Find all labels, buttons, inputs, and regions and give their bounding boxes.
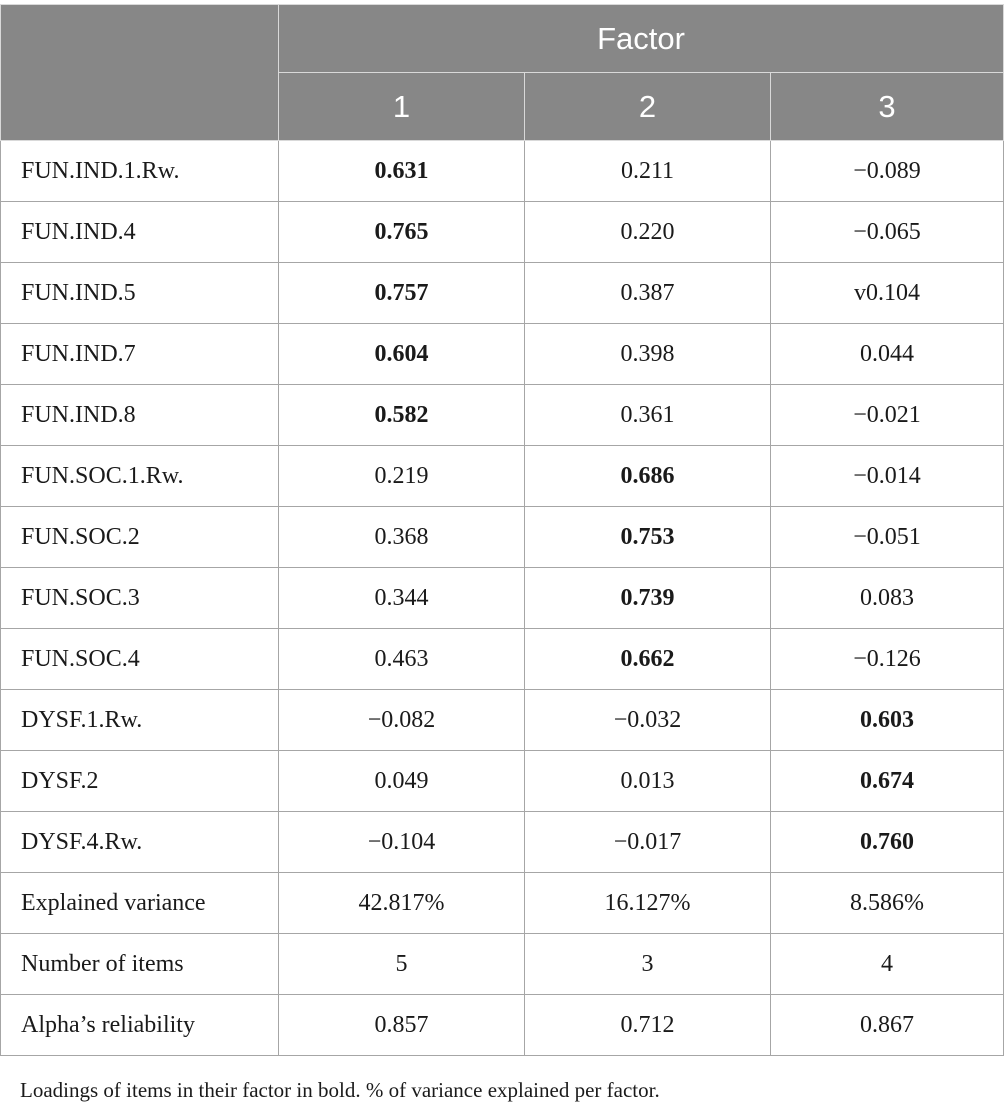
- loading-cell: 0.013: [525, 751, 771, 812]
- loading-cell: 0.674: [771, 751, 1004, 812]
- loading-cell: −0.014: [771, 446, 1004, 507]
- row-label: FUN.IND.5: [1, 263, 279, 324]
- table-footnote: Loadings of items in their factor in bold. % of variance explained per factor.: [20, 1078, 660, 1102]
- row-label: FUN.SOC.1.Rw.: [1, 446, 279, 507]
- loading-cell: 0.631: [279, 141, 525, 202]
- header-row-group: [1, 5, 1004, 73]
- loading-cell: 0.757: [279, 263, 525, 324]
- table-row: [1, 202, 1004, 263]
- loading-cell: −0.021: [771, 385, 1004, 446]
- row-label: DYSF.1.Rw.: [1, 690, 279, 751]
- loading-cell: 0.211: [525, 141, 771, 202]
- table-row: [1, 568, 1004, 629]
- loading-cell: 0.344: [279, 568, 525, 629]
- table-row: [1, 263, 1004, 324]
- table-row: [1, 995, 1004, 1056]
- loading-cell: v0.104: [771, 263, 1004, 324]
- loading-cell: 0.765: [279, 202, 525, 263]
- loading-cell: −0.126: [771, 629, 1004, 690]
- loading-cell: 16.127%: [525, 873, 771, 934]
- table-row: [1, 934, 1004, 995]
- factor-column-header: 2: [525, 73, 771, 141]
- loading-cell: 0.387: [525, 263, 771, 324]
- loading-cell: 0.867: [771, 995, 1004, 1056]
- row-label: FUN.SOC.4: [1, 629, 279, 690]
- table-row: [1, 141, 1004, 202]
- row-label: FUN.IND.7: [1, 324, 279, 385]
- loading-cell: 8.586%: [771, 873, 1004, 934]
- loading-cell: 0.739: [525, 568, 771, 629]
- table-row: [1, 690, 1004, 751]
- row-label: FUN.SOC.2: [1, 507, 279, 568]
- header-corner-cell: [1, 5, 279, 141]
- table-row: [1, 629, 1004, 690]
- loading-cell: 0.857: [279, 995, 525, 1056]
- loading-cell: 0.463: [279, 629, 525, 690]
- loading-cell: 0.049: [279, 751, 525, 812]
- row-label: FUN.SOC.3: [1, 568, 279, 629]
- loading-cell: 0.582: [279, 385, 525, 446]
- table-row: [1, 324, 1004, 385]
- factor-group-header: Factor: [279, 5, 1004, 73]
- loading-cell: 3: [525, 934, 771, 995]
- loading-cell: −0.017: [525, 812, 771, 873]
- loading-cell: 0.220: [525, 202, 771, 263]
- table-row: [1, 385, 1004, 446]
- loading-cell: 0.219: [279, 446, 525, 507]
- loading-cell: 0.686: [525, 446, 771, 507]
- row-label: Alpha’s reliability: [1, 995, 279, 1056]
- loading-cell: 0.044: [771, 324, 1004, 385]
- factor-column-header: 3: [771, 73, 1004, 141]
- loading-cell: 0.662: [525, 629, 771, 690]
- row-label: Explained variance: [1, 873, 279, 934]
- row-label: FUN.IND.8: [1, 385, 279, 446]
- loading-cell: 0.368: [279, 507, 525, 568]
- row-label: FUN.IND.4: [1, 202, 279, 263]
- loading-cell: 0.603: [771, 690, 1004, 751]
- table-row: [1, 446, 1004, 507]
- loading-cell: −0.032: [525, 690, 771, 751]
- table-row: [1, 812, 1004, 873]
- row-label: Number of items: [1, 934, 279, 995]
- table-row: [1, 751, 1004, 812]
- table-body: [1, 141, 1004, 1056]
- loading-cell: 0.753: [525, 507, 771, 568]
- loading-cell: −0.065: [771, 202, 1004, 263]
- factor-column-header: 1: [279, 73, 525, 141]
- row-label: DYSF.4.Rw.: [1, 812, 279, 873]
- loading-cell: 0.712: [525, 995, 771, 1056]
- row-label: FUN.IND.1.Rw.: [1, 141, 279, 202]
- loading-cell: 0.604: [279, 324, 525, 385]
- loading-cell: −0.104: [279, 812, 525, 873]
- loading-cell: 0.398: [525, 324, 771, 385]
- factor-loadings-table: [0, 4, 1004, 1056]
- loading-cell: −0.082: [279, 690, 525, 751]
- loading-cell: 5: [279, 934, 525, 995]
- loading-cell: 0.083: [771, 568, 1004, 629]
- loading-cell: −0.051: [771, 507, 1004, 568]
- loading-cell: 4: [771, 934, 1004, 995]
- loading-cell: −0.089: [771, 141, 1004, 202]
- table-row: [1, 507, 1004, 568]
- loading-cell: 0.760: [771, 812, 1004, 873]
- table-row: [1, 873, 1004, 934]
- loading-cell: 0.361: [525, 385, 771, 446]
- row-label: DYSF.2: [1, 751, 279, 812]
- loading-cell: 42.817%: [279, 873, 525, 934]
